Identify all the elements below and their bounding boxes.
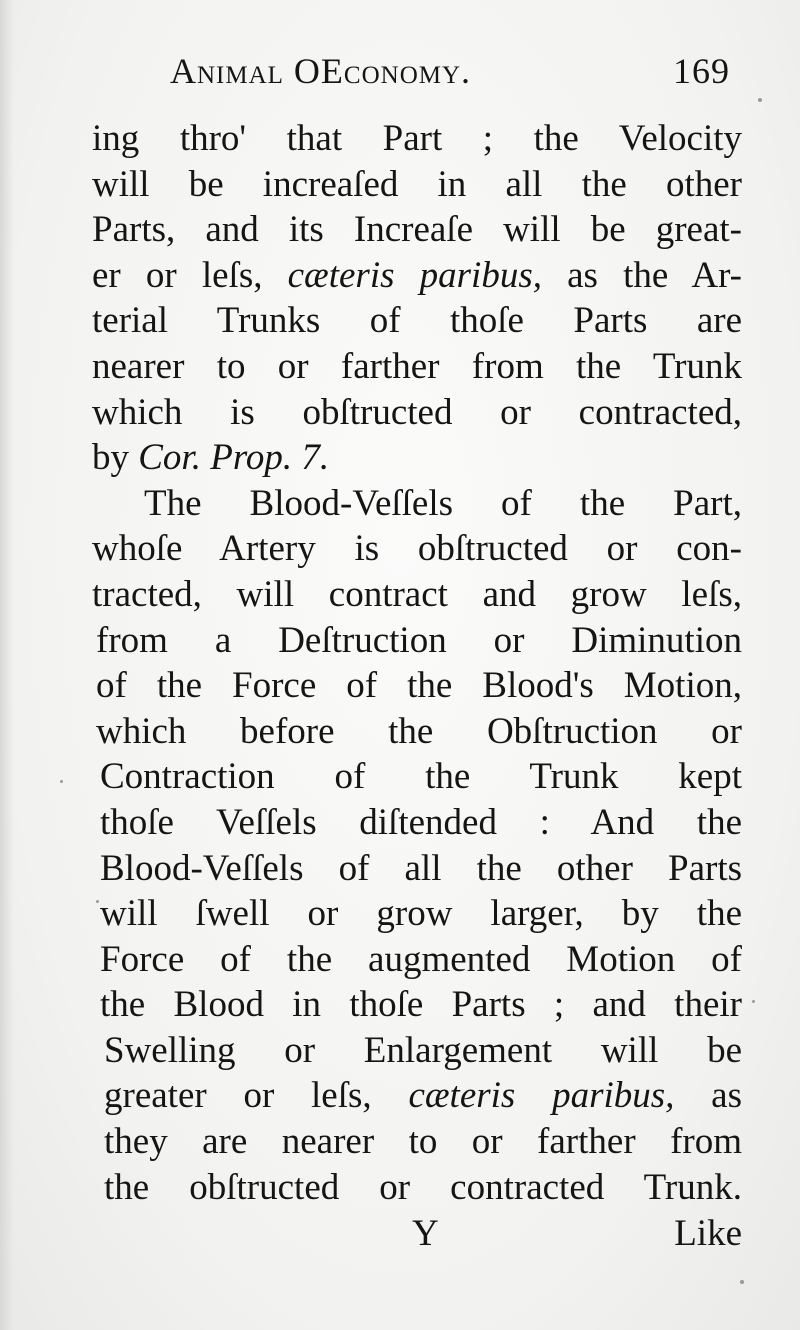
text-run: by	[92, 437, 129, 479]
text-line	[92, 1073, 742, 1119]
text-line: of the Force of the Blood's Motion,	[96, 665, 742, 707]
running-header	[170, 50, 730, 100]
text-line: which is obſtructed or contracted,	[92, 391, 742, 433]
text-run: er or leſs,	[92, 254, 263, 296]
text-line: will be increaſed in all the other	[92, 163, 742, 205]
text-line	[92, 435, 742, 481]
paper-speck	[60, 780, 63, 783]
text-line	[92, 253, 742, 299]
paper-speck	[96, 900, 99, 903]
text-line: terial Trunks of thoſe Parts are	[92, 300, 742, 342]
text-line: which before the Obſtruction or	[96, 710, 742, 752]
text-line: the Blood in thoſe Parts ; and their	[100, 984, 742, 1026]
catchword: Like	[674, 1213, 742, 1254]
italic-phrase: cæteris paribus,	[408, 1075, 675, 1117]
text-run: as the Ar-	[567, 254, 743, 296]
italic-phrase: cæteris paribus,	[287, 254, 542, 296]
text-line: the obſtructed or contracted Trunk.	[104, 1166, 742, 1208]
paper-speck	[740, 1280, 744, 1284]
body-text	[92, 116, 742, 1210]
signature-mark: Y	[412, 1213, 439, 1254]
text-line: Force of the augmented Motion of	[100, 938, 742, 980]
text-line: nearer to or farther from the Trunk	[92, 345, 742, 387]
paper-speck	[752, 1000, 755, 1003]
text-line: Parts, and its Increaſe will be great-	[92, 209, 742, 251]
text-run: as	[711, 1075, 742, 1117]
paragraph-first-line: The Blood-Veſſels of the Part,	[144, 482, 742, 524]
text-line: will ſwell or grow larger, by the	[100, 893, 742, 935]
text-line: whoſe Artery is obſtructed or con-	[92, 528, 742, 570]
text-line: Blood-Veſſels of all the other Parts	[100, 847, 742, 889]
page-number: 169	[673, 51, 730, 91]
running-title: Animal OEconomy.	[170, 51, 472, 91]
paper-speck	[758, 98, 762, 102]
italic-citation: Cor. Prop. 7.	[138, 437, 330, 479]
page-footer	[400, 1212, 742, 1262]
text-run: greater or leſs,	[104, 1075, 372, 1117]
text-line: they are nearer to or farther from	[104, 1121, 742, 1163]
text-line: Swelling or Enlargement will be	[104, 1029, 742, 1071]
text-line: thoſe Veſſels diſtended : And the	[100, 801, 742, 843]
text-line: Contraction of the Trunk kept	[100, 756, 742, 798]
text-line: ing thro' that Part ; the Velocity	[92, 118, 742, 159]
text-line: tracted, will contract and grow leſs,	[92, 573, 742, 615]
page-edge-shadow	[0, 0, 14, 1330]
text-line: from a Deſtruction or Diminution	[96, 619, 742, 661]
